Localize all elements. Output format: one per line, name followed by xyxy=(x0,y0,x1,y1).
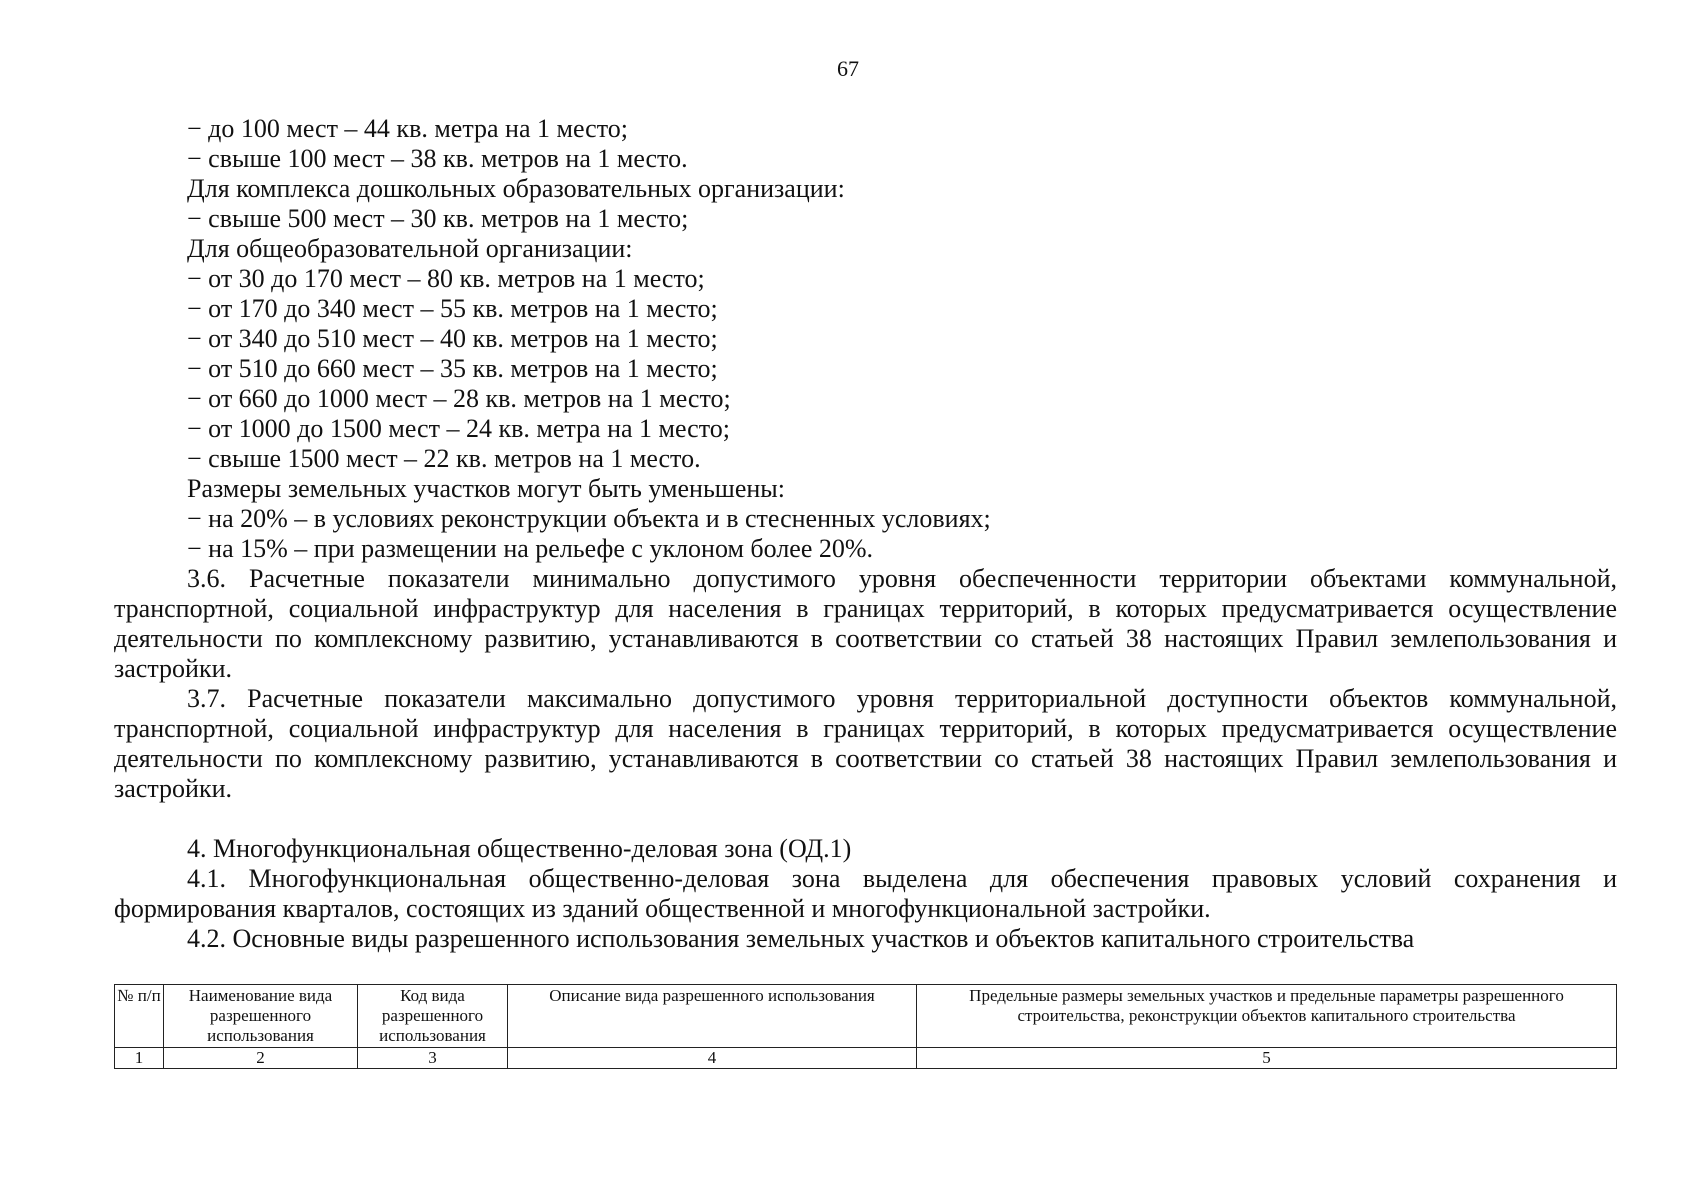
text-line: Для комплекса дошкольных образовательных организации: xyxy=(187,174,845,203)
text-line: − свыше 500 мест – 30 кв. метров на 1 место; xyxy=(187,204,689,233)
document-body xyxy=(114,114,1617,954)
table-cell: 1 xyxy=(115,1048,164,1069)
table-header-cell: Предельные размеры земельных участков и предельные параметры разрешенного строительства, реконструкции объектов капитального строительства xyxy=(917,985,1617,1048)
text-line: − от 170 до 340 мест – 55 кв. метров на 1 место; xyxy=(187,294,718,323)
text-line: − от 510 до 660 мест – 35 кв. метров на 1 место; xyxy=(187,354,718,383)
text-line: − на 15% – при размещении на рельефе с уклоном более 20%. xyxy=(187,534,874,563)
text-line: − свыше 1500 мест – 22 кв. метров на 1 место. xyxy=(187,444,701,473)
text-line: − от 660 до 1000 мест – 28 кв. метров на 1 место; xyxy=(187,384,731,413)
text-line: − свыше 100 мест – 38 кв. метров на 1 место. xyxy=(187,144,688,173)
permitted-use-table xyxy=(114,984,1617,1069)
paragraph-3-6: 3.6. Расчетные показатели минимально допустимого уровня обеспеченности территории объектами коммунальной, транспортной, социальной инфраструктур для населения в границах территорий, в которых предусматривается осуществление деятельности по комплексному развитию, устанавливаются в соответствии со статьей 38 настоящих Правил землепользования и застройки. xyxy=(114,564,1617,683)
page-number: 67 xyxy=(837,56,859,81)
text-line: − от 30 до 170 мест – 80 кв. метров на 1 место; xyxy=(187,264,705,293)
table-header-cell: Наименование вида разрешенного использования xyxy=(164,985,358,1048)
table-cell: 4 xyxy=(508,1048,917,1069)
table-header-cell: Описание вида разрешенного использования xyxy=(508,985,917,1048)
table-cell: 2 xyxy=(164,1048,358,1069)
table-cell: 5 xyxy=(917,1048,1617,1069)
table-cell: 3 xyxy=(358,1048,508,1069)
section-heading-4: 4. Многофункциональная общественно-деловая зона (ОД.1) xyxy=(187,834,852,863)
paragraph-4-2: 4.2. Основные виды разрешенного использования земельных участков и объектов капитального строительства xyxy=(187,924,1415,953)
text-line: Размеры земельных участков могут быть уменьшены: xyxy=(187,474,785,503)
table-header-row xyxy=(115,985,1617,1048)
text-line: − от 1000 до 1500 мест – 24 кв. метра на 1 место; xyxy=(187,414,730,443)
paragraph-4-1: 4.1. Многофункциональная общественно-деловая зона выделена для обеспечения правовых условий сохранения и формирования кварталов, состоящих из зданий общественной и многофункциональной застройки. xyxy=(114,864,1617,923)
text-line: − на 20% – в условиях реконструкции объекта и в стесненных условиях; xyxy=(187,504,991,533)
paragraph-3-7: 3.7. Расчетные показатели максимально допустимого уровня территориальной доступности объектов коммунальной, транспортной, социальной инфраструктур для населения в границах территорий, в которых предусматривается осуществление деятельности по комплексному развитию, устанавливаются в соответствии со статьей 38 настоящих Правил землепользования и застройки. xyxy=(114,684,1617,803)
text-line: Для общеобразовательной организации: xyxy=(187,234,633,263)
table-row xyxy=(115,1048,1617,1069)
table-header-cell: № п/п xyxy=(115,985,164,1048)
text-line: − до 100 мест – 44 кв. метра на 1 место; xyxy=(187,114,628,143)
text-line: − от 340 до 510 мест – 40 кв. метров на 1 место; xyxy=(187,324,718,353)
table-header-cell: Код вида разрешенного использования xyxy=(358,985,508,1048)
